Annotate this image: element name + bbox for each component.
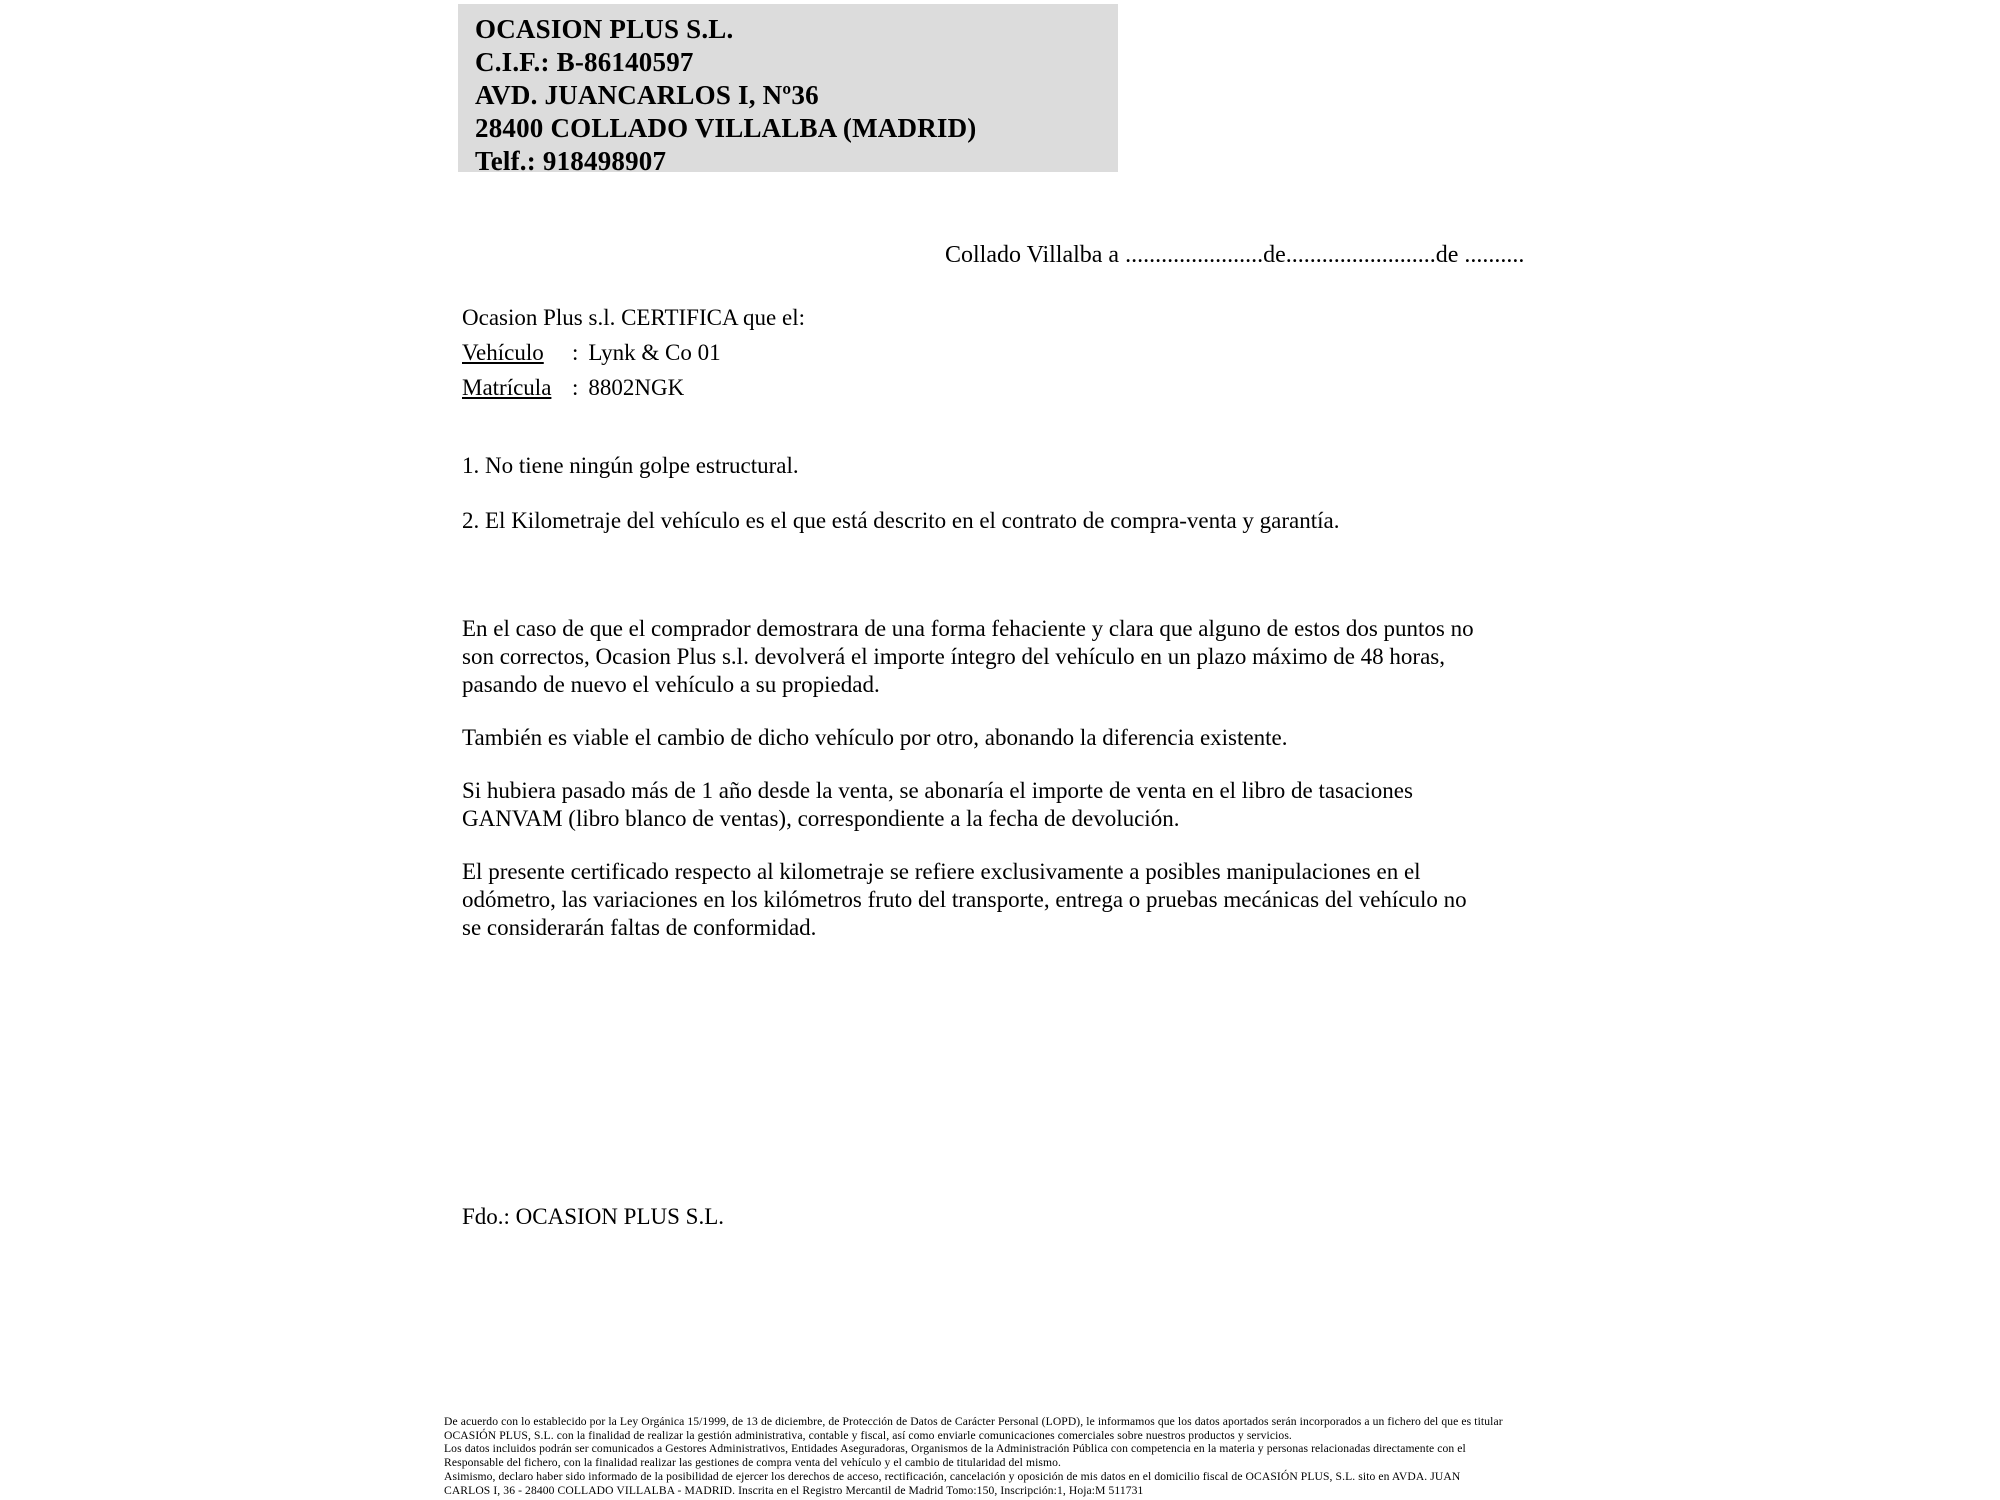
legal-footer-line: Asimismo, declaro haber sido informado de la posibilidad de ejercer los derechos de acceso, rectificación, cancelación y oposición de mis datos en el domicilio fiscal de OCASIÓN PLUS, S.L. sito en AVDA. JUAN <box>444 1469 1461 1483</box>
paragraph-ganvam <box>462 777 1572 833</box>
paragraph-line: odómetro, las variaciones en los kilómetros fruto del transporte, entrega o pruebas mecánicas del vehículo no <box>462 887 1467 912</box>
paragraph-line: se considerarán faltas de conformidad. <box>462 915 817 940</box>
certification-intro: Ocasion Plus s.l. CERTIFICA que el: <box>462 305 805 330</box>
paragraph-line: pasando de nuevo el vehículo a su propiedad. <box>462 672 880 697</box>
company-city: 28400 COLLADO VILLALBA (MADRID) <box>475 113 977 143</box>
vehicle-field-label-cell <box>462 335 572 370</box>
signature-line: Fdo.: OCASION PLUS S.L. <box>462 1204 724 1229</box>
company-address: AVD. JUANCARLOS I, Nº36 <box>475 80 819 110</box>
plate-field-label-cell <box>462 370 572 405</box>
paragraph-refund <box>462 615 1572 699</box>
paragraph-line: El presente certificado respecto al kilometraje se refiere exclusivamente a posibles manipulaciones en el <box>462 859 1421 884</box>
legal-footer-line: Responsable del fichero, con la finalidad realizar las gestiones de compra venta del vehículo y el cambio de titularidad del mismo. <box>444 1456 1062 1470</box>
legal-footer-line: Los datos incluidos podrán ser comunicados a Gestores Administrativos, Entidades Aseguradoras, Organismos de la Administración Pública con competencia en la materia y personas relacionadas directamente con el <box>444 1442 1466 1456</box>
legal-footer <box>444 1415 1584 1497</box>
condition-point-2: 2. El Kilometraje del vehículo es el que está descrito en el contrato de compra-venta y garantía. <box>462 508 1340 533</box>
company-header-box <box>458 4 1118 176</box>
paragraph-odometer <box>462 858 1572 942</box>
vehicle-field-value: Lynk & Co 01 <box>588 340 721 365</box>
body-paragraphs <box>462 615 1572 967</box>
plate-field-colon: : <box>572 375 579 400</box>
company-phone: Telf.: 918498907 <box>475 146 667 176</box>
paragraph-line: En el caso de que el comprador demostrara de una forma fehaciente y clara que alguno de estos dos puntos no <box>462 616 1474 641</box>
paragraph-line: Si hubiera pasado más de 1 año desde la venta, se abonaría el importe de venta en el libro de tasaciones <box>462 778 1413 803</box>
certification-block <box>462 300 805 405</box>
vehicle-field-colon: : <box>572 340 579 365</box>
vehicle-field-label: Vehículo <box>462 340 544 365</box>
place-date-line: Collado Villalba a .......................de.........................de .......... <box>945 242 1525 268</box>
paragraph-line: son correctos, Ocasion Plus s.l. devolverá el importe íntegro del vehículo en un plazo máximo de 48 horas, <box>462 644 1446 669</box>
legal-footer-line: CARLOS I, 36 - 28400 COLLADO VILLALBA - MADRID. Inscrita en el Registro Mercantil de Madrid Tomo:150, Inscripción:1, Hoja:M 511731 <box>444 1483 1144 1497</box>
paragraph-exchange <box>462 724 1572 752</box>
company-cif: C.I.F.: B-86140597 <box>475 47 694 77</box>
plate-field-value: 8802NGK <box>588 375 685 400</box>
condition-point-1: 1. No tiene ningún golpe estructural. <box>462 453 799 478</box>
plate-field <box>462 370 805 405</box>
plate-field-label: Matrícula <box>462 375 552 400</box>
paragraph-line: GANVAM (libro blanco de ventas), correspondiente a la fecha de devolución. <box>462 806 1180 831</box>
paragraph-line: También es viable el cambio de dicho vehículo por otro, abonando la diferencia existente. <box>462 725 1288 750</box>
legal-footer-line: De acuerdo con lo establecido por la Ley Orgánica 15/1999, de 13 de diciembre, de Protección de Datos de Carácter Personal (LOPD), le informamos que los datos aportados serán incorporados a un fichero del que es titular <box>444 1415 1503 1428</box>
company-name: OCASION PLUS S.L. <box>475 14 734 44</box>
legal-footer-line: OCASIÓN PLUS, S.L. con la finalidad de realizar la gestión administrativa, contable y fiscal, así como enviarle comunicaciones comerciales sobre nuestros productos y servicios. <box>444 1428 1292 1442</box>
vehicle-field <box>462 335 805 370</box>
